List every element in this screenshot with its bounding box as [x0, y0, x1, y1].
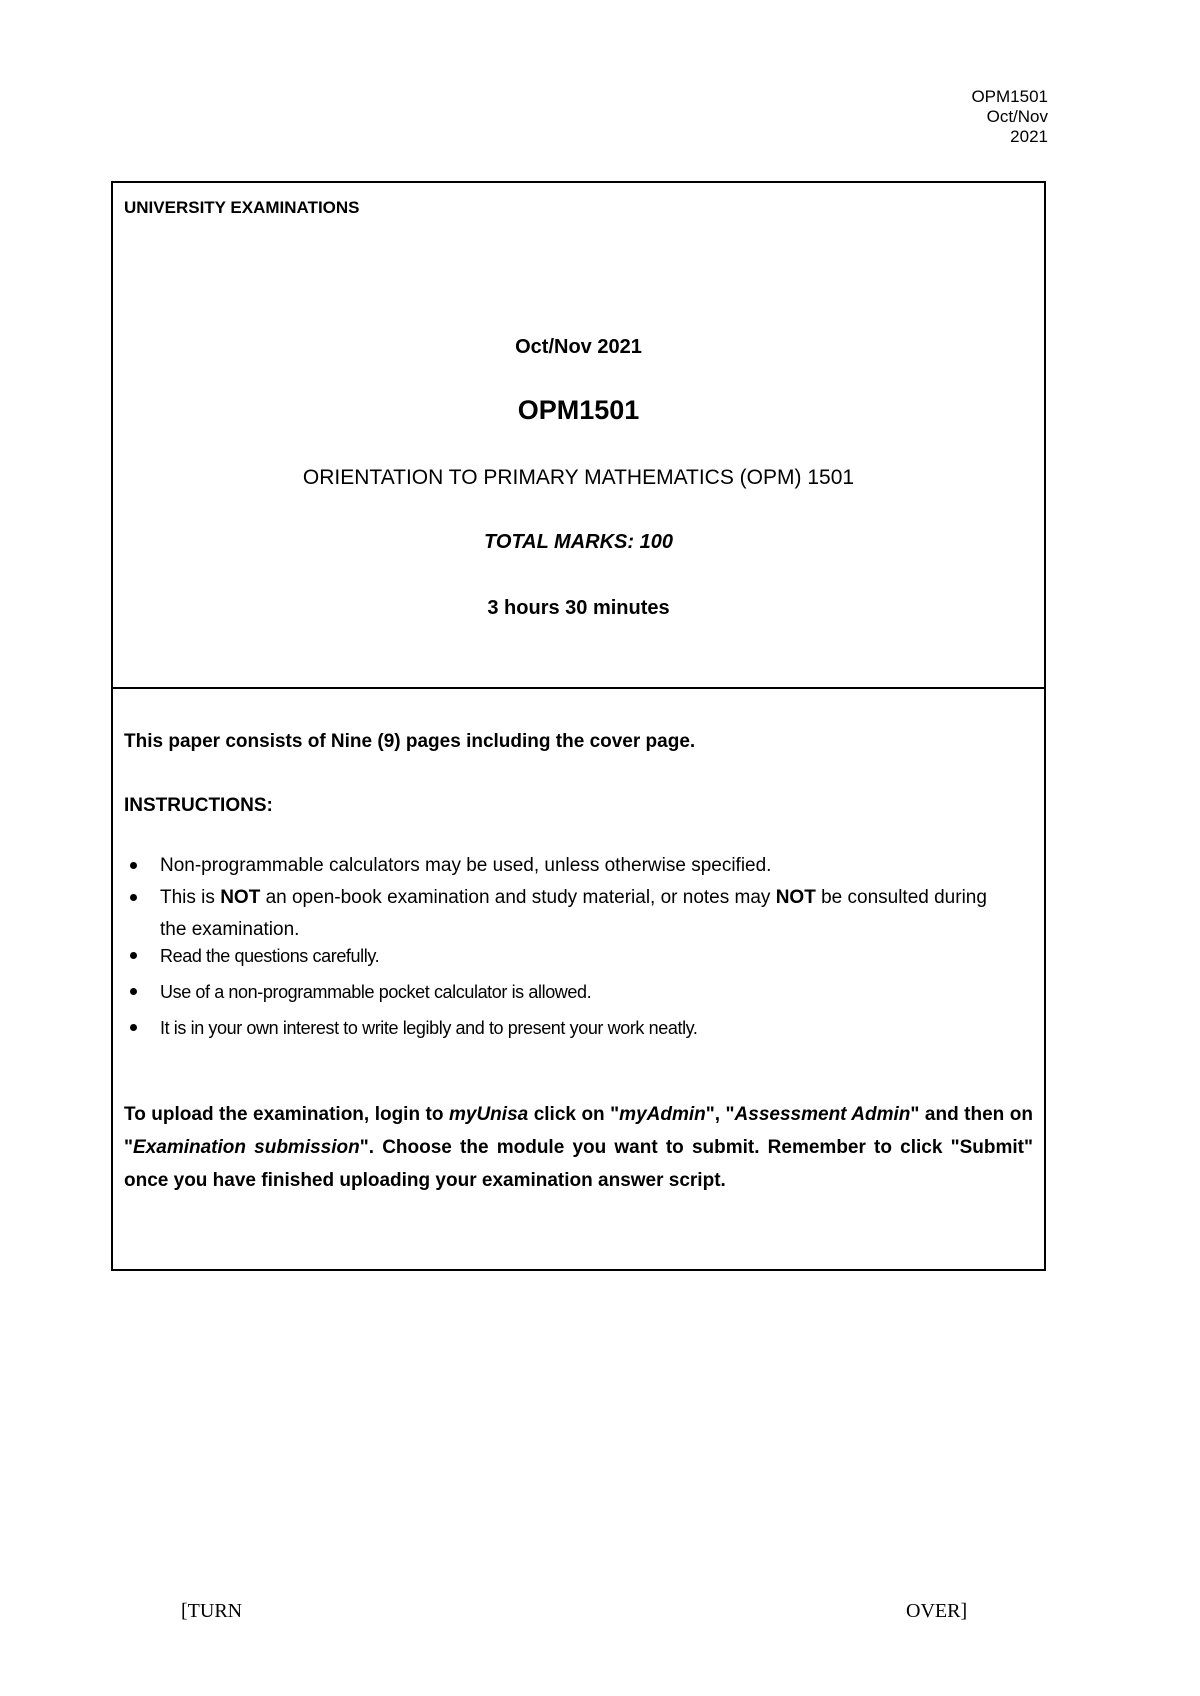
instruction-text: Read the questions carefully.	[160, 946, 380, 966]
cover-info-box	[111, 181, 1046, 689]
header-session: Oct/Nov	[986, 107, 1048, 126]
university-examinations-heading: UNIVERSITY EXAMINATIONS	[124, 198, 360, 217]
instruction-text: This is NOT an open-book examination and study material, or notes may NOT be consulted during the examination.	[160, 887, 987, 940]
page-header	[971, 87, 1048, 147]
instruction-text: Use of a non-programmable pocket calculator is allowed.	[160, 982, 592, 1002]
instruction-text: Non-programmable calculators may be used, unless otherwise specified.	[160, 855, 772, 876]
header-module-code: OPM1501	[971, 87, 1048, 106]
pages-note: This paper consists of Nine (9) pages including the cover page.	[124, 731, 696, 752]
header-year: 2021	[1010, 127, 1048, 146]
instructions-box	[111, 687, 1046, 1271]
instruction-text: It is in your own interest to write legibly and to present your work neatly.	[160, 1018, 698, 1038]
bullet-icon	[130, 952, 137, 959]
footer-turn: [TURN	[181, 1600, 243, 1622]
bullet-icon	[130, 894, 137, 901]
exam-date: Oct/Nov 2021	[515, 336, 642, 358]
instructions-heading: INSTRUCTIONS:	[124, 795, 273, 816]
upload-instructions: To upload the examination, login to myUnisa click on "myAdmin", "Assessment Admin" and then on "Examination submission". Choose the module you want to submit. Remember to click "Submit" once you have finished uploading your examination answer script.	[124, 1104, 1033, 1191]
module-code: OPM1501	[517, 395, 640, 425]
bullet-icon	[130, 862, 137, 869]
exam-duration: 3 hours 30 minutes	[487, 597, 670, 619]
module-title: ORIENTATION TO PRIMARY MATHEMATICS (OPM) 1501	[302, 466, 855, 489]
total-marks: TOTAL MARKS: 100	[484, 531, 673, 553]
bullet-icon	[130, 1024, 137, 1031]
bullet-icon	[130, 988, 137, 995]
footer-over: OVER]	[906, 1600, 968, 1622]
